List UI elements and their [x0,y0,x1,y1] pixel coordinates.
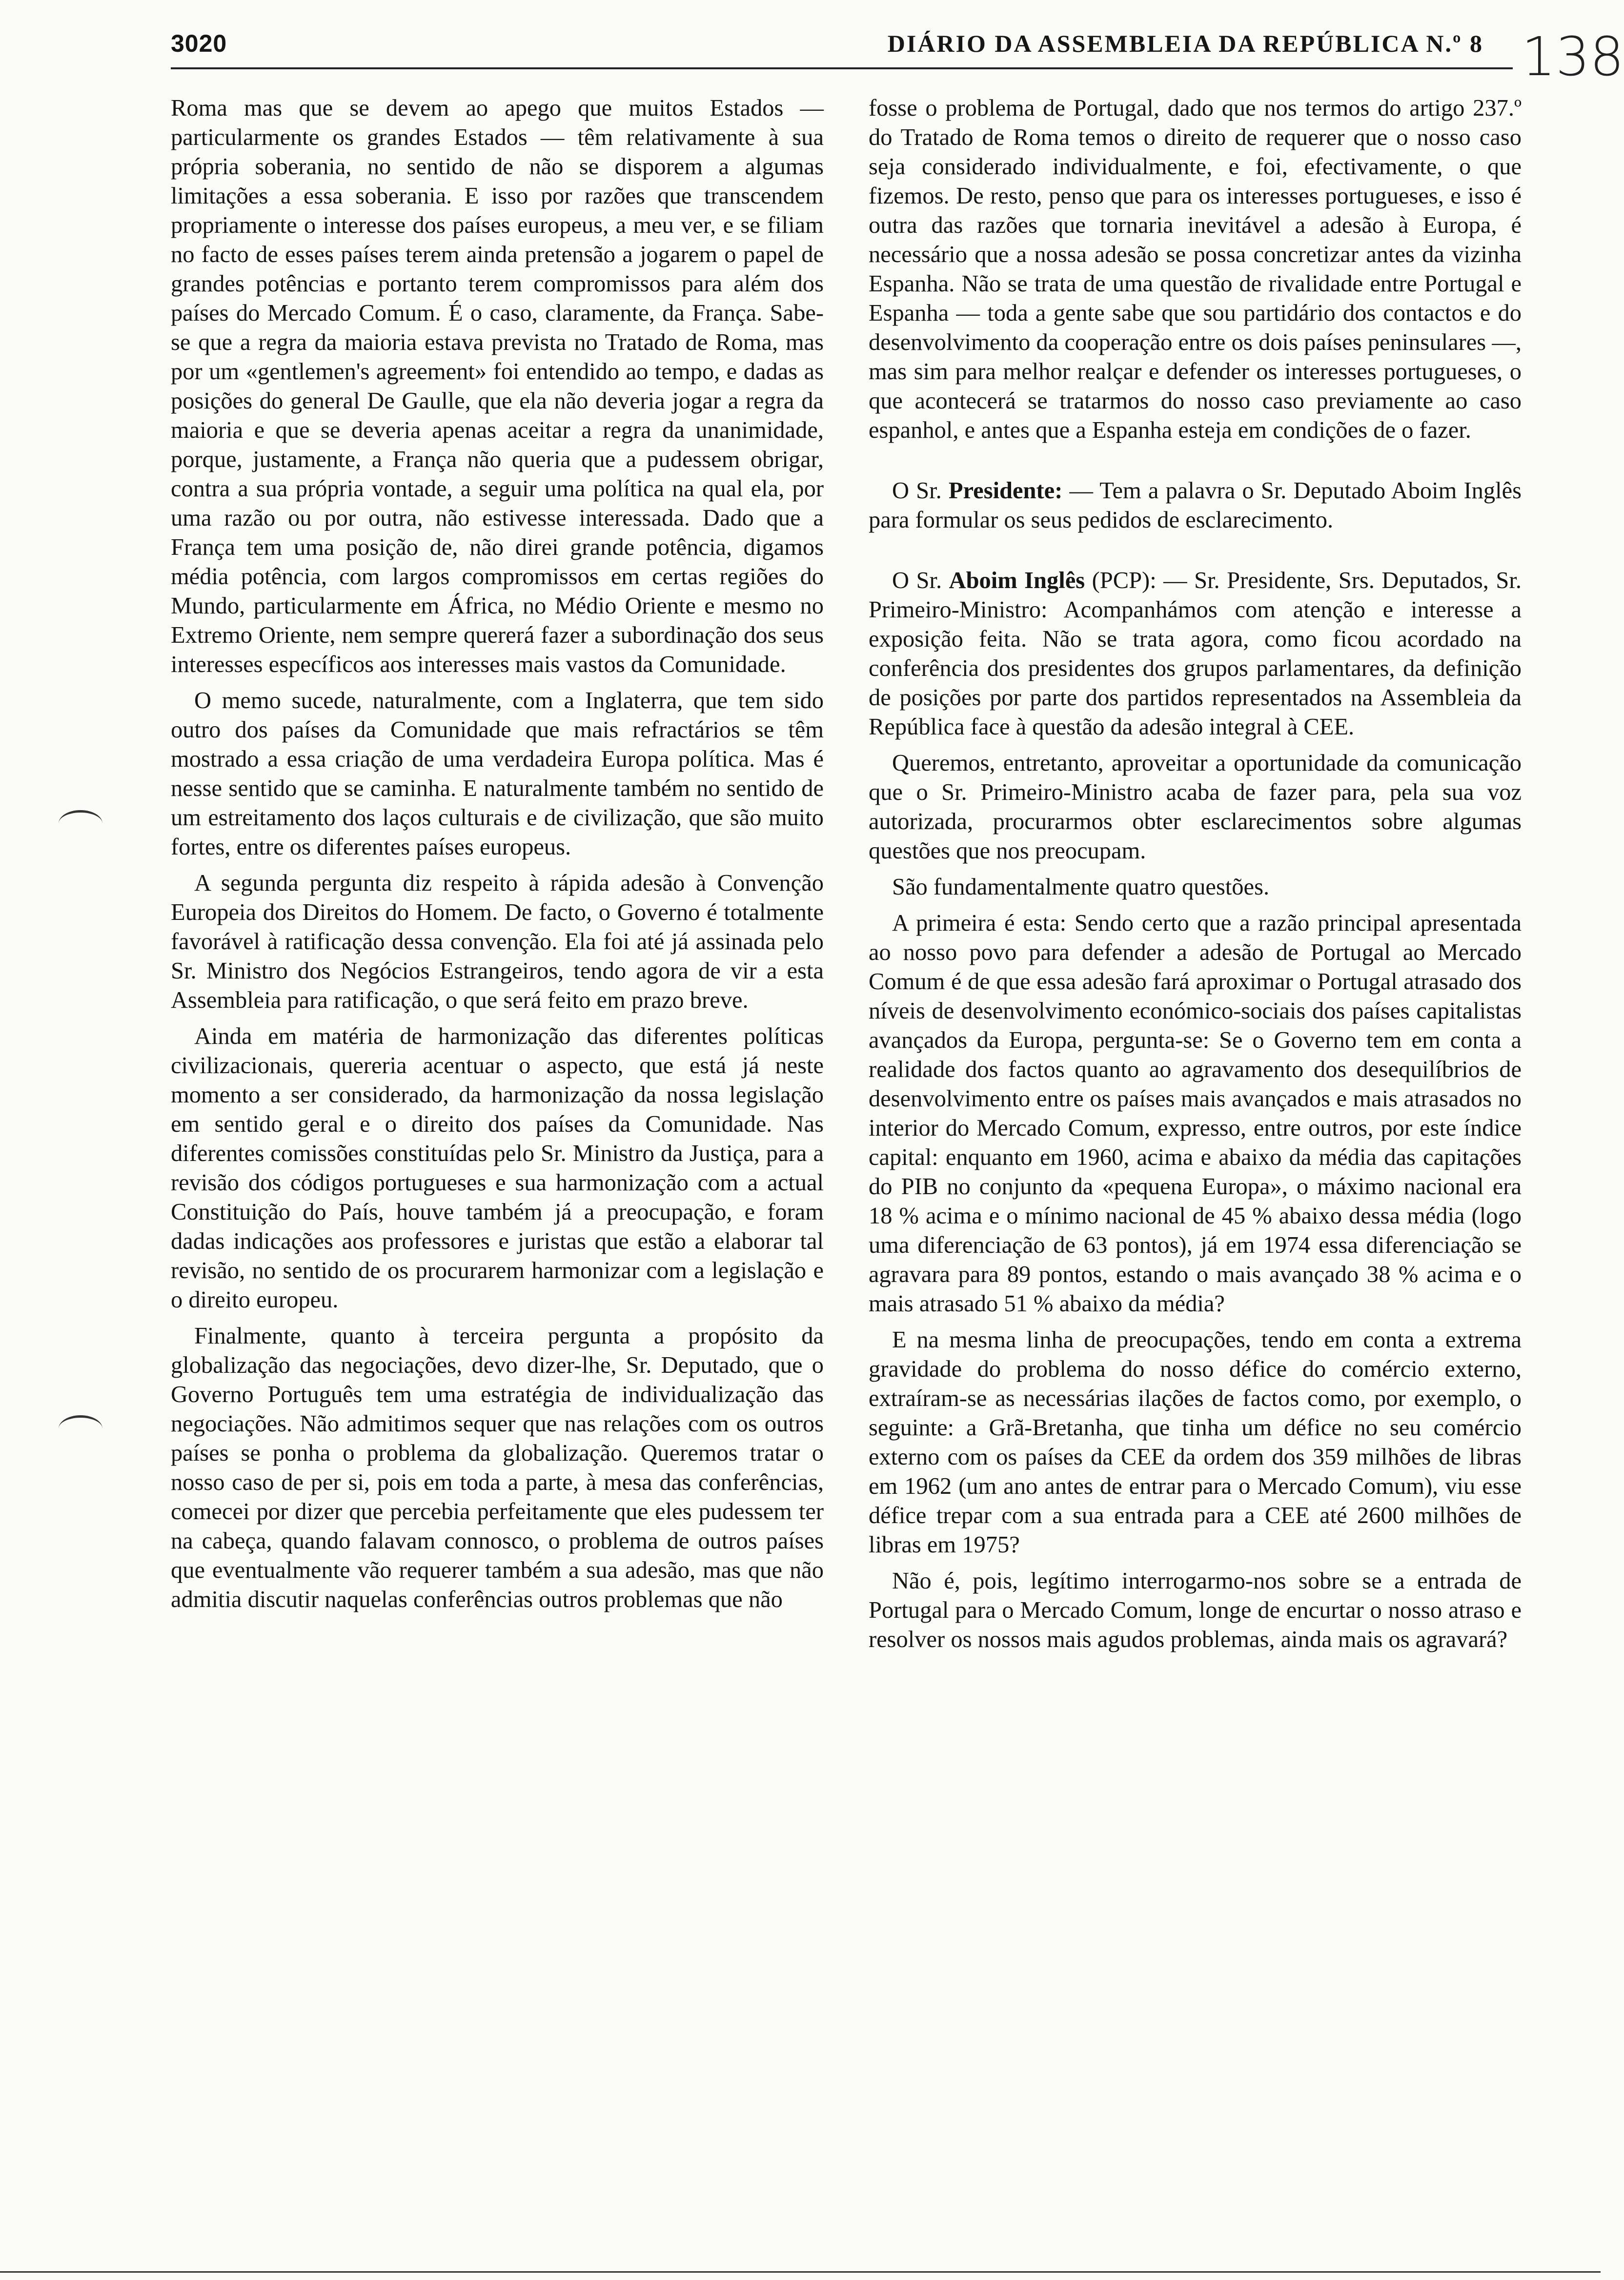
paragraph: fosse o problema de Portugal, dado que nos termos do artigo 237.º do Tratado de Roma temos o direito de requerer que o nosso caso seja considerado individualmente, e foi, efectivamente, o que fizemos. De resto, penso que para os interesses portugueses, e isso é outra das razões que tornaria inevitável a adesão à Europa, é necessário que a nossa adesão se possa concretizar antes da vizinha Espanha. Não se trata de uma questão de rivalidade entre Portugal e Espanha — toda a gente sabe que sou partidário dos contactos e do desenvolvimento da cooperação entre os dois países peninsulares —, mas sim para melhor realçar e defender os interesses portugueses, o que acontecerá se tratarmos do nosso caso previamente ao caso espanhol, e antes que a Espanha esteja em condições de o fazer. [869,95,1522,443]
speech-text: (PCP): — Sr. Presidente, Srs. Deputados, Sr. Primeiro-Ministro: Acompanhámos com atenção e interesse a exposição feita. Não se trata agora, como ficou acordado na conferência dos presidentes dos grupos parlamentares, da definição de posições por parte dos partidos representados na Assembleia da República face à questão da adesão integral à CEE. [869,568,1522,740]
right-column [869,94,1522,1661]
paragraph: O memo sucede, naturalmente, com a Inglaterra, que tem sido outro dos países da Comunidade que mais refractários se têm mostrado a essa criação de uma verdadeira Europa política. Mas é nesse sentido que se caminha. E naturalmente também no sentido de um estreitamento dos laços culturais e de civilização, que são muito fortes, entre os diferentes países europeus. [171,688,824,860]
handwritten-page-number: 138 [1522,25,1624,88]
journal-title: DIÁRIO DA ASSEMBLEIA DA REPÚBLICA N.º 8 [887,30,1483,57]
speaker-prefix: O Sr. [892,568,949,593]
left-column [171,94,824,1621]
speaker-name: Aboim Inglês [949,568,1085,593]
speaker-paragraph-aboim [869,566,1522,742]
speaker-prefix: O Sr. [892,478,949,504]
speaker-paragraph-president [869,476,1522,535]
speaker-name: Presidente: [948,478,1063,504]
scan-bottom-edge [0,2271,1601,2273]
page-number: 3020 [171,30,227,57]
page-header [171,29,1503,63]
binder-hole-mark [59,810,102,837]
paragraph: E na mesma linha de preocupações, tendo em conta a extrema gravidade do problema do nosso défice do comércio externo, extraíram-se as necessárias ilações de factos como, por exemplo, o seguinte: a Grã-Bretanha, que tinha um défice no seu comércio externo com os países da CEE da ordem dos 359 milhões de libras em 1962 (um ano antes de entrar para o Mercado Comum), viu esse défice trepar com a sua entrada para a CEE até 2600 milhões de libras em 1975? [869,1327,1522,1558]
paragraph: São fundamentalmente quatro questões. [892,874,1270,900]
header-rule [171,67,1513,69]
paragraph: Roma mas que se devem ao apego que muitos Estados — particularmente os grandes Estados — têm relativamente à sua própria soberania, no sentido de não se disporem a algumas limitações a essa soberania. E isso por razões que transcendem propriamente o interesse dos países europeus, a meu ver, e se filiam no facto de esses países terem ainda pretensão a jogarem o papel de grandes potências e portanto terem compromissos para além dos países do Mercado Comum. É o caso, claramente, da França. Sabe-se que a regra da maioria estava prevista no Tratado de Roma, mas por um «gentlemen's agreement» foi entendido ao tempo, e dadas as posições do general De Gaulle, que ela não deveria jogar a regra da maioria e que se deveria apenas aceitar a regra da unanimidade, porque, justamente, a França não queria que a pudessem obrigar, contra a sua própria vontade, a seguir uma política na qual ela, por uma razão ou por outra, não estivesse interessada. Dado que a França tem uma posição de, não direi grande potência, digamos média potência, com largos compromissos em certas regiões do Mundo, particularmente em África, no Médio Oriente e mesmo no Extremo Oriente, nem sempre quererá fazer a subordinação dos seus interesses específicos aos interesses mais vastos da Comunidade. [171,95,824,677]
paragraph: Finalmente, quanto à terceira pergunta a propósito da globalização das negociações, devo dizer-lhe, Sr. Deputado, que o Governo Português tem uma estratégia de individualização das negociações. Não admitimos sequer que nas relações com os outros países se ponha o problema da globalização. Queremos tratar o nosso caso de per si, pois em toda a parte, à mesa das conferências, comecei por dizer que percebia perfeitamente que eles pudessem ter na cabeça, quando falavam connosco, o problema de outros países que eventualmente vão requerer também a sua adesão, mas que não admitia discutir naquelas conferências outros problemas que não [171,1323,824,1612]
speech-text: — Tem a palavra o Sr. Deputado Aboim Inglês para formular os seus pedidos de esclarecimento. [869,478,1522,533]
paragraph: A segunda pergunta diz respeito à rápida adesão à Convenção Europeia dos Direitos do Homem. De facto, o Governo é totalmente favorável à ratificação dessa convenção. Ela foi até já assinada pelo Sr. Ministro dos Negócios Estrangeiros, tendo agora de vir a esta Assembleia para ratificação, o que será feito em prazo breve. [171,870,824,1013]
paragraph: Não é, pois, legítimo interrogarmo-nos sobre se a entrada de Portugal para o Mercado Comum, longe de encurtar o nosso atraso e resolver os nossos mais agudos problemas, ainda mais os agravará? [869,1568,1522,1652]
paragraph: Queremos, entretanto, aproveitar a oportunidade da comunicação que o Sr. Primeiro-Ministro acaba de fazer para, pela sua voz autorizada, procurarmos obter esclarecimentos sobre algumas questões que nos preocupam. [869,750,1522,864]
paragraph: A primeira é esta: Sendo certo que a razão principal apresentada ao nosso povo para defender a adesão de Portugal ao Mercado Comum é de que essa adesão fará aproximar o Portugal atrasado dos níveis de desenvolvimento económico-sociais dos países capitalistas avançados da Europa, pergunta-se: Se o Governo tem em conta a realidade dos factos quanto ao agravamento dos desequilíbrios de desenvolvimento entre os países mais avançados e mais atrasados no interior do Mercado Comum, expresso, entre outros, por este índice capital: enquanto em 1960, acima e abaixo da média das capitações do PIB no conjunto da «pequena Europa», o máximo nacional era 18 % acima e o mínimo nacional de 45 % abaixo dessa média (logo uma diferenciação de 63 pontos), já em 1974 essa diferenciação se agravara para 89 pontos, estando o mais avançado 38 % acima e o mais atrasado 51 % abaixo da média? [869,910,1522,1317]
binder-hole-mark [59,1415,102,1442]
paragraph: Ainda em matéria de harmonização das diferentes políticas civilizacionais, quereria acentuar o aspecto, que está já neste momento a ser considerado, da harmonização da nossa legislação em sentido geral e o direito dos países da Comunidade. Nas diferentes comissões constituídas pelo Sr. Ministro da Justiça, para a revisão dos códigos portugueses e sua harmonização com a actual Constituição do País, houve também já a preocupação, e foram dadas indicações aos professores e juristas que estão a elaborar tal revisão, no sentido de os procurarem harmonizar com a legislação e o direito europeu. [171,1023,824,1313]
